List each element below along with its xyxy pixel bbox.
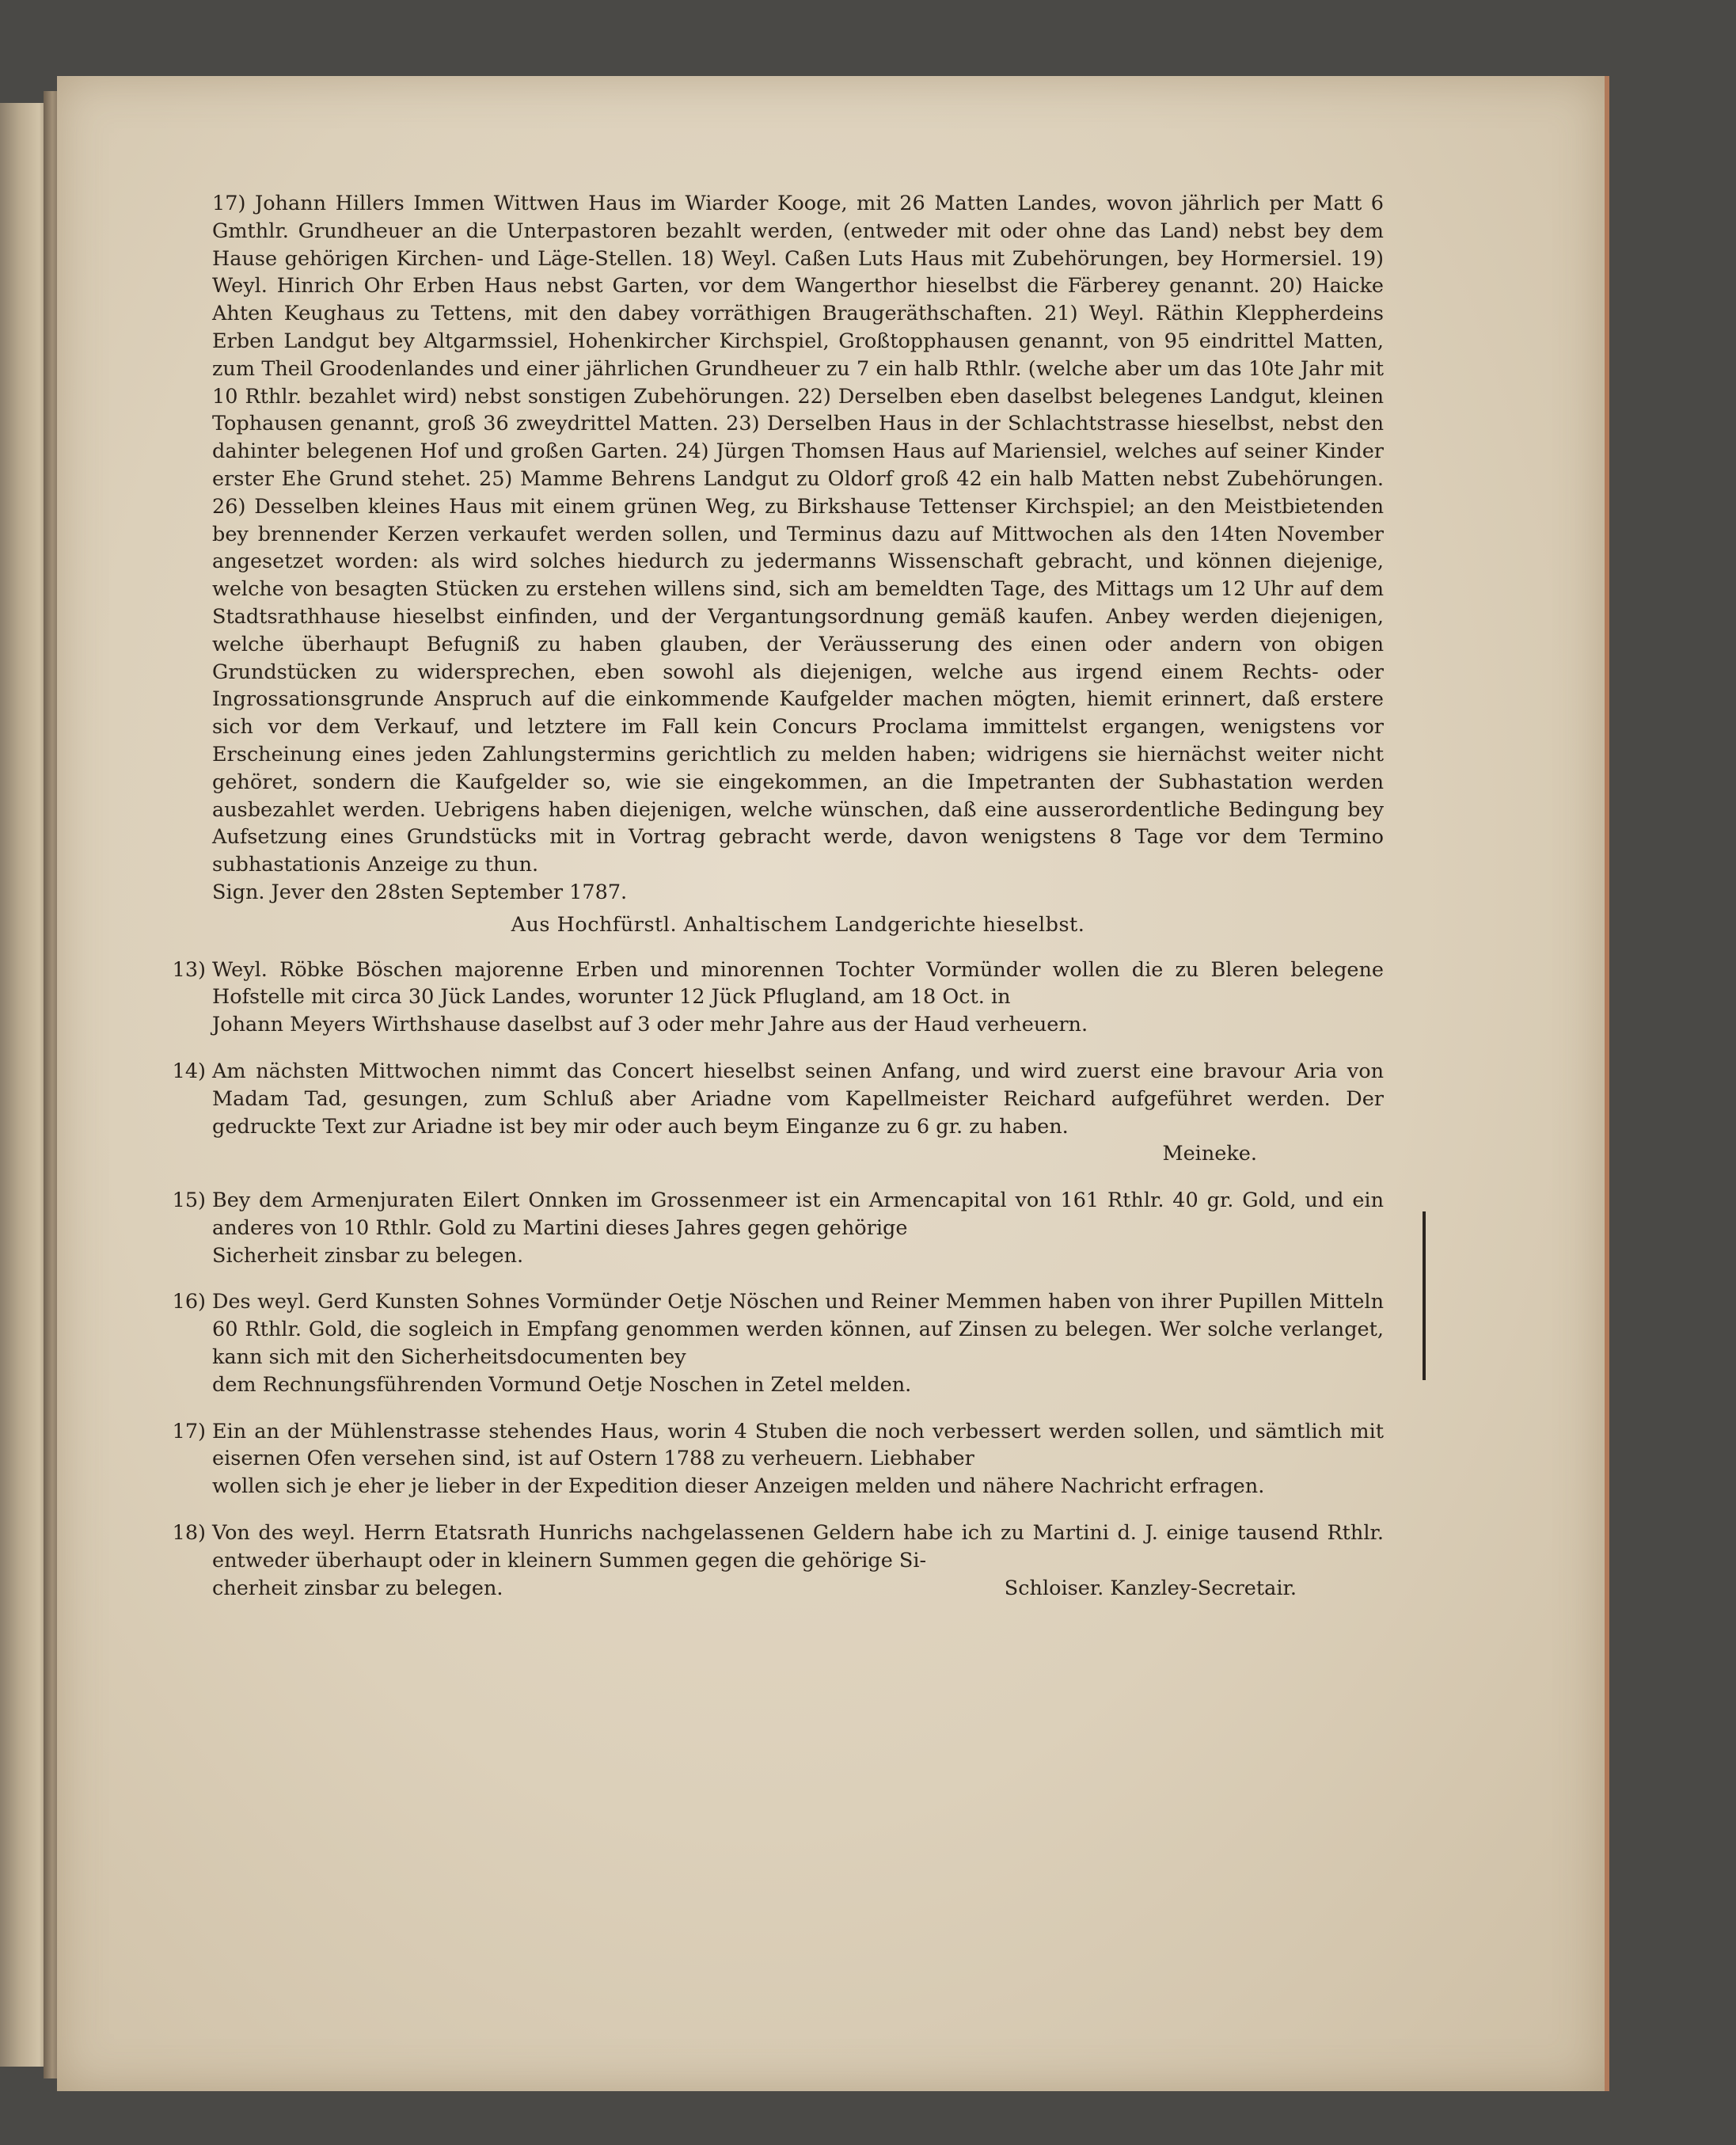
notice-18: [172, 1519, 1384, 1602]
notice-body: Des weyl. Gerd Kunsten Sohnes Vormünder Oetje Nöschen und Reiner Memmen haben von ihrer Pupillen Mitteln 60 Rthlr. Gold, die sogleich in Empfang genommen werden können, auf Zinsen zu belegen. Wer solche verlanget, kann sich mit den Sicherheitsdocumenten bey: [212, 1290, 1384, 1370]
notice-13: [172, 957, 1384, 1039]
notice-signature: Schloiser. Kanzley-Secretair.: [1004, 1576, 1297, 1600]
notice-17: [172, 1418, 1384, 1500]
notice-last-line: cherheit zinsbar zu belegen.: [212, 1576, 503, 1600]
notice-number: 13): [172, 957, 206, 982]
notice-body: Weyl. Röbke Böschen majorenne Erben und minorennen Tochter Vormünder wollen die zu Bleren belegene Hofstelle mit circa 30 Jück Landes, worunter 12 Jück Pflugland, am 18 Oct. in: [212, 957, 1384, 1010]
notice-body: 17) Johann Hillers Immen Wittwen Haus im Wiarder Kooge, mit 26 Matten Landes, wovon jährlich per Matt 6 Gmthlr. Grundheuer an die Unterpastoren bezahlt werden, (entweder mit oder ohne das Land) nebst bey dem Hause gehörigen Kirchen- und Läge-Stellen. 18) Weyl. Caßen Luts Haus mit Zubehörungen, bey Hormersiel. 19) Weyl. Hinrich Ohr Erben Haus nebst Garten, vor dem Wangerthor hieselbst die Färberey genannt. 20) Haicke Ahten Keughaus zu Tettens, mit den dabey vorräthigen Braugeräthschaften. 21) Weyl. Räthin Kleppherdeins Erben Landgut bey Altgarmssiel, Hohenkircher Kirchspiel, Großtopphausen genannt, von 95 eindrittel Matten, zum Theil Groodenlandes und einer jährlichen Grundheuer zu 7 ein halb Rthlr. (welche aber um das 10te Jahr mit 10 Rthlr. bezahlet wird) nebst sonstigen Zubehörungen. 22) Derselben eben daselbst belegenes Landgut, kleinen Tophausen genannt, groß 36 zweydrittel Matten. 23) Derselben Haus in der Schlachtstrasse hieselbst, nebst den dahinter belegenen Hof und großen Garten. 24) Jürgen Thomsen Haus auf Mariensiel, welches auf seiner Kinder erster Ehe Grund stehet. 25) Mamme Behrens Landgut zu Oldorf groß 42 ein halb Matten nebst Zubehörungen. 26) Desselben kleines Haus mit einem grünen Weg, zu Birkshause Tettenser Kirchspiel; an den Meistbietenden bey brennender Kerzen verkaufet werden sollen, und Terminus dazu auf Mittwochen als den 14ten November angesetzet worden: als wird solches hiedurch zu jedermanns Wissenschaft gebracht, und können diejenige, welche von besagten Stücken zu erstehen willens sind, sich am bemeldten Tage, des Mittags um 12 Uhr auf dem Stadtsrathhause hieselbst einfinden, und der Vergantungsordnung gemäß kaufen. Anbey werden diejenigen, welche überhaupt Befugniß zu haben glauben, der Veräusserung des einen oder andern von obigen Grundstücken zu widersprechen, eben sowohl als diejenigen, welche aus irgend einem Rechts- oder Ingrossationsgrunde Anspruch auf die einkommende Kaufgelder machen mögten, hiemit erinnert, daß erstere sich vor dem Verkauf, und letztere im Fall kein Concurs Proclama immittelst ergangen, wenigstens vor Erscheinung eines jeden Zahlungstermins gerichtlich zu melden haben; widrigens sie hiernächst weiter nicht gehöret, sondern die Kaufgelder so, wie sie eingekommen, an die Impetranten der Subhastation werden ausbezahlet werden. Uebrigens haben diejenigen, welche wünschen, daß eine ausserordentliche Bedingung bey Aufsetzung eines Grundstücks mit in Vortrag gebracht werde, davon wenigstens 8 Tage vor dem Termino subhastationis Anzeige zu thun.: [212, 192, 1384, 877]
notice-signature-row: [212, 1575, 1384, 1603]
notice-number: 14): [172, 1059, 206, 1083]
notice-last-line: Sign. Jever den 28sten September 1787.: [212, 880, 628, 904]
notice-last-line: dem Rechnungsführenden Vormund Oetje Noschen in Zetel melden.: [212, 1372, 912, 1397]
notice-body: Bey dem Armenjuraten Eilert Onnken im Grossenmeer ist ein Armencapital von 161 Rthlr. 40 gr. Gold, und ein anderes von 10 Rthlr. Gold zu Martini dieses Jahres gegen gehörige: [212, 1188, 1384, 1240]
notice-body: Am nächsten Mittwochen nimmt das Concert hieselbst seinen Anfang, und wird zuerst eine bravour Aria von Madam Tad, gesungen, zum Schluß aber Ariadne vom Kapellmeister Reichard aufgeführet werden. Der gedruckte Text zur Ariadne ist bey mir oder auch beym Einganze zu 6 gr. zu haben.: [212, 1059, 1384, 1139]
notice-signature-row: [212, 1140, 1384, 1168]
notice-number: 17): [172, 1419, 206, 1443]
notice-number: 15): [172, 1188, 206, 1213]
text-block: [172, 190, 1384, 1621]
notice-16: [172, 1288, 1384, 1398]
notice-last-line: Sicherheit zinsbar zu belegen.: [212, 1243, 524, 1268]
notice-number: 16): [172, 1290, 206, 1314]
notice-number: 18): [172, 1521, 206, 1546]
notice-body: Von des weyl. Herrn Etatsrath Hunrichs nachgelassenen Geldern habe ich zu Martini d. J. einige tausend Rthlr. entweder überhaupt oder in kleinern Summen gegen die gehörige Si-: [212, 1521, 1384, 1573]
section-heading: Aus Hochfürstl. Anhaltischem Landgerichte hieselbst.: [511, 912, 1085, 937]
notice-17-26: [212, 190, 1384, 907]
notice-14: [172, 1058, 1384, 1168]
margin-pen-mark: [1423, 1211, 1426, 1380]
notice-body: Ein an der Mühlenstrasse stehendes Haus, worin 4 Stuben die noch verbessert werden sollen, und sämtlich mit eisernen Ofen versehen sind, ist auf Ostern 1788 zu verheuern. Liebhaber: [212, 1419, 1384, 1471]
notice-last-line: wollen sich je eher je lieber in der Expedition dieser Anzeigen melden und nähere Nachricht erfragen.: [212, 1474, 1265, 1499]
notice-15: [172, 1187, 1384, 1269]
notice-last-line: Johann Meyers Wirthshause daselbst auf 3 oder mehr Jahre aus der Haud verheuern.: [212, 1013, 1088, 1037]
notice-signature: Meineke.: [1162, 1142, 1257, 1166]
left-page-edge: [0, 103, 49, 2067]
